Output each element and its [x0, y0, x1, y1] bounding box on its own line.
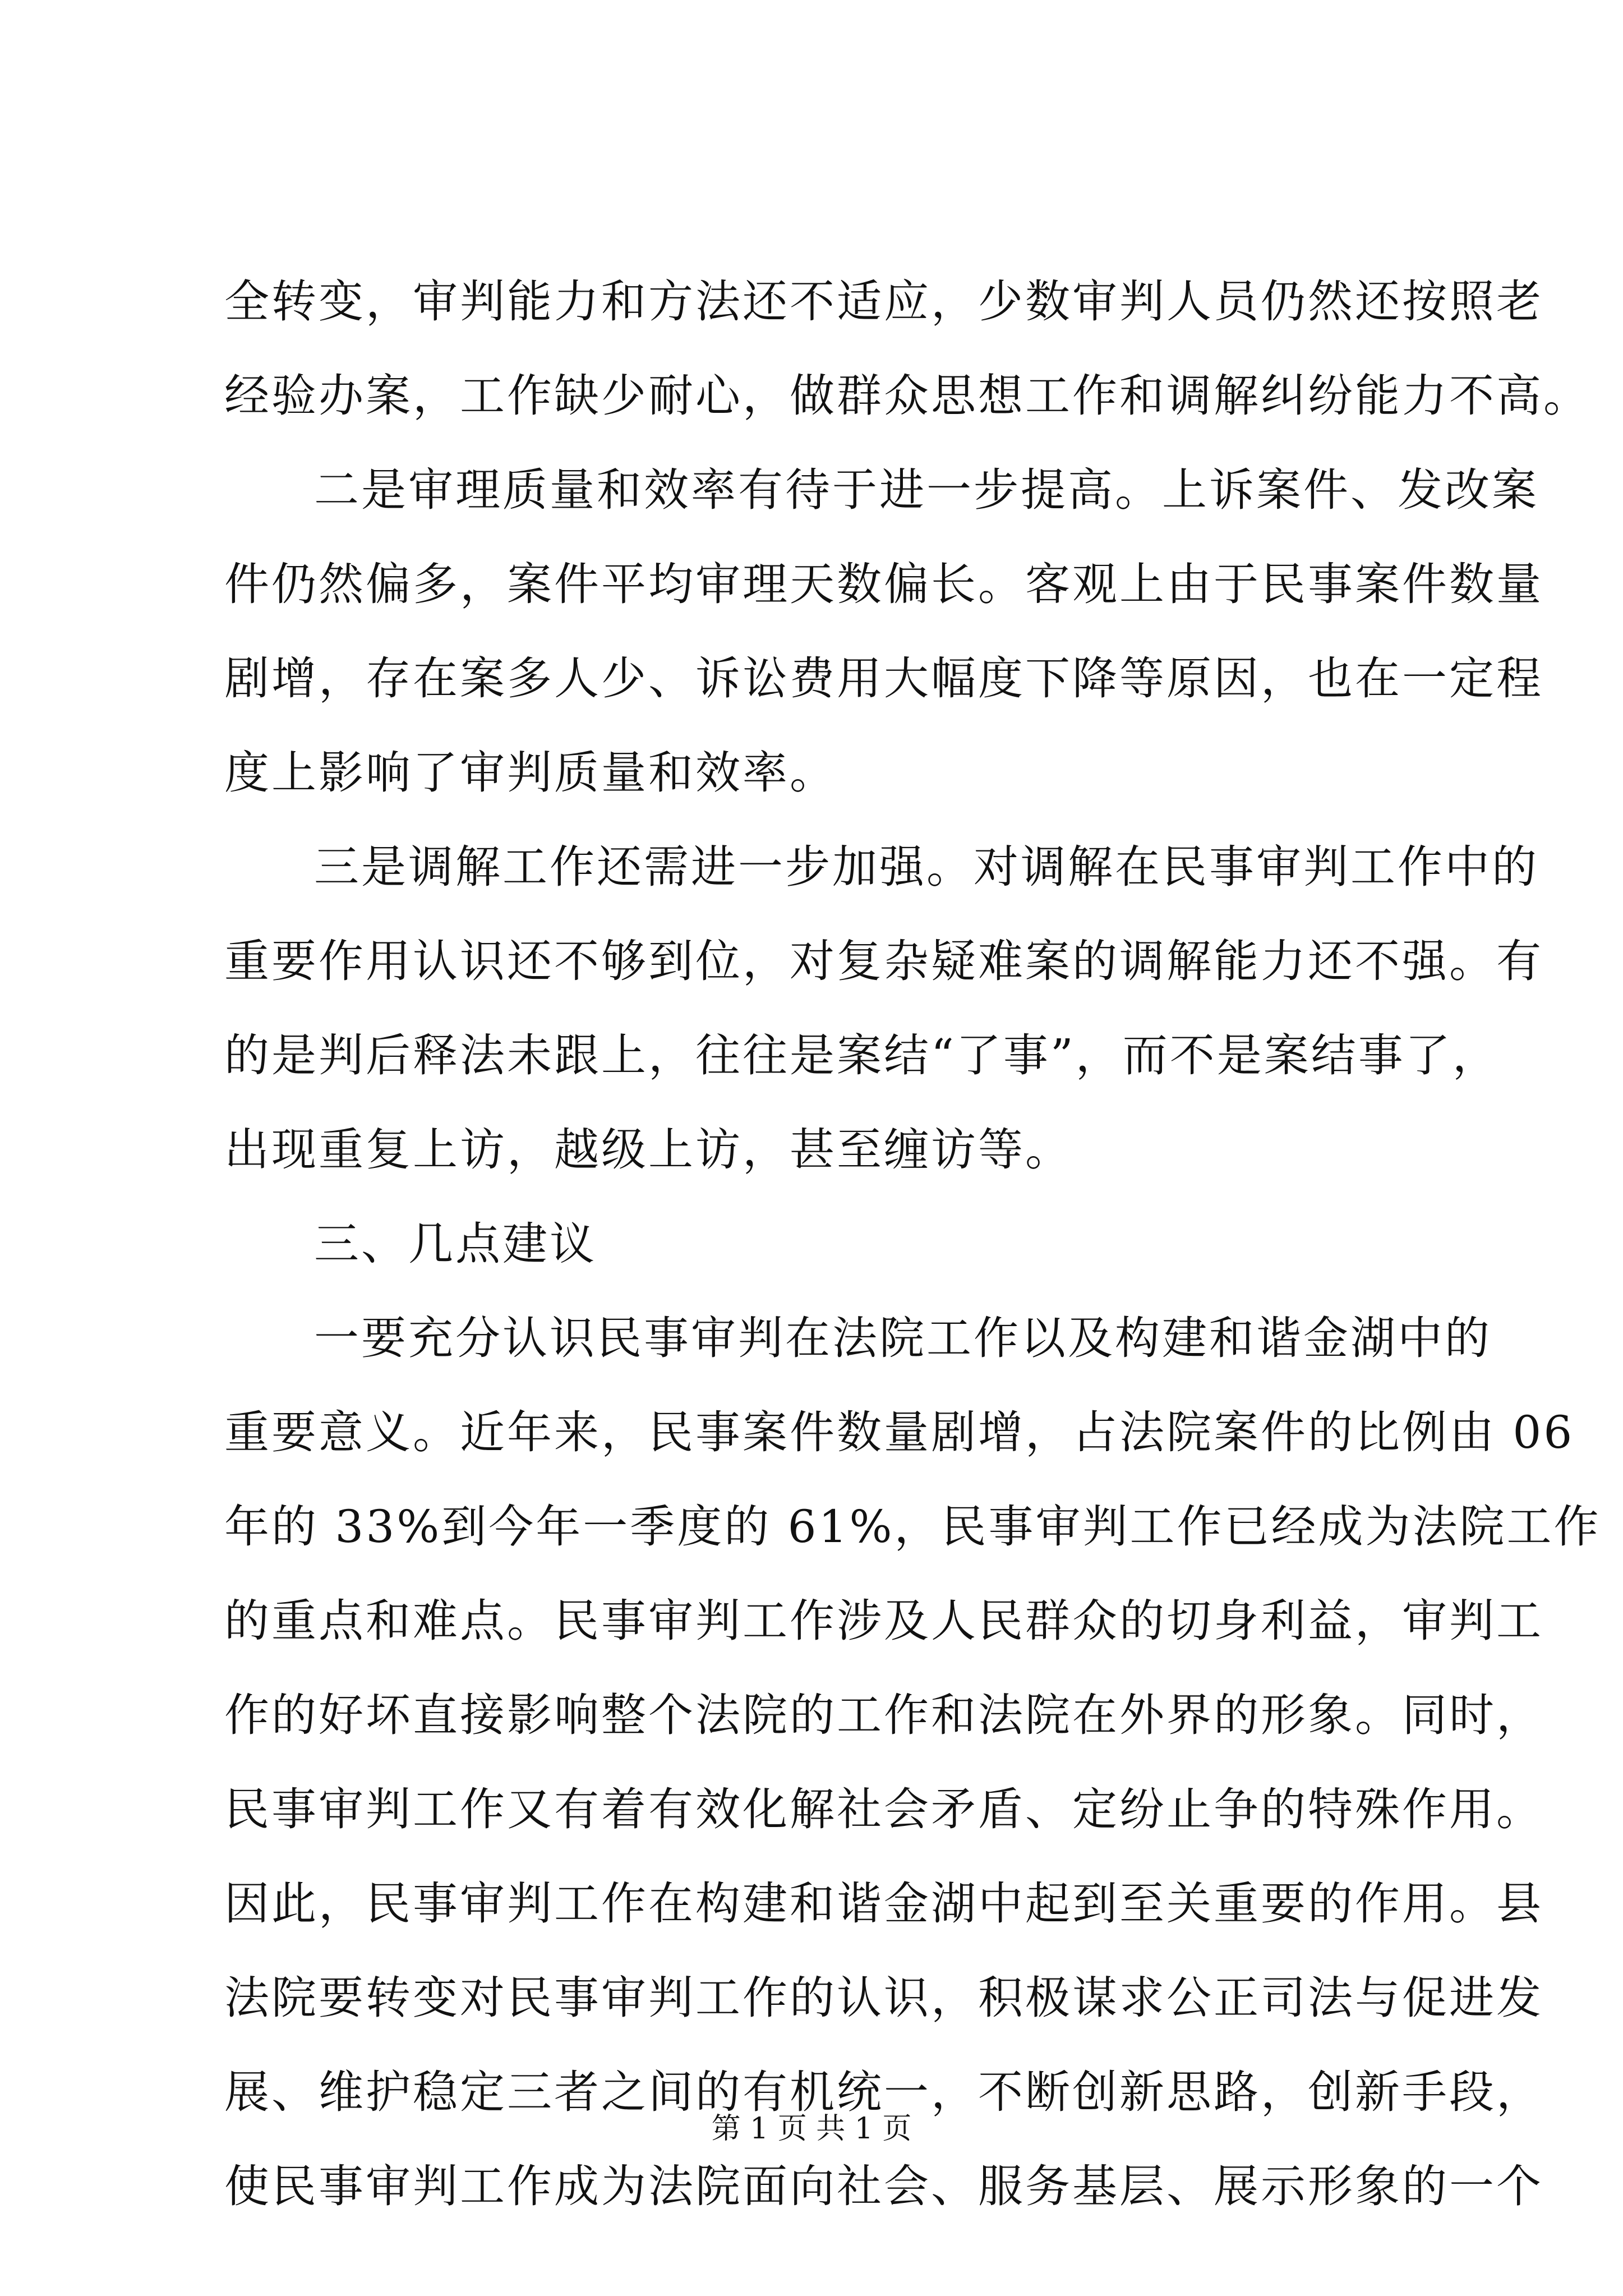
text-line: 件仍然偏多，案件平均审理天数偏长。客观上由于民事案件数量 [224, 558, 1543, 610]
text-line: 因此，民事审判工作在构建和谐金湖中起到至关重要的作用。县 [224, 1878, 1543, 1930]
text-line: 年的 33%到今年一季度的 61%，民事审判工作已经成为法院工作 [224, 1501, 1601, 1553]
paragraph-start-line: 一要充分认识民事审判在法院工作以及构建和谐金湖中的 [314, 1312, 1492, 1364]
text-line: 的是判后释法未跟上，往往是案结“了事”，而不是案结事了， [224, 1029, 1500, 1082]
text-line: 度上影响了审判质量和效率。 [224, 747, 837, 799]
text-line: 出现重复上访，越级上访，甚至缠访等。 [224, 1124, 1072, 1176]
text-line: 重要作用认识还不够到位，对复杂疑难案的调解能力还不强。有 [224, 935, 1543, 987]
section-heading: 三、几点建议 [314, 1218, 597, 1270]
page-number-footer: 第 1 页 共 1 页 [711, 2112, 912, 2146]
text-line: 剧增，存在案多人少、诉讼费用大幅度下降等原因，也在一定程 [224, 652, 1543, 705]
paragraph-start-line: 三是调解工作还需进一步加强。对调解在民事审判工作中的 [314, 841, 1539, 893]
text-line: 经验办案，工作缺少耐心，做群众思想工作和调解纠纷能力不高。 [224, 370, 1590, 422]
text-line: 使民事审判工作成为法院面向社会、服务基层、展示形象的一个 [224, 2160, 1543, 2212]
paragraph-start-line: 二是审理质量和效率有待于进一步提高。上诉案件、发改案 [314, 464, 1539, 516]
text-line: 民事审判工作又有着有效化解社会矛盾、定纷止争的特殊作用。 [224, 1783, 1543, 1835]
text-line: 法院要转变对民事审判工作的认识，积极谋求公正司法与促进发 [224, 1972, 1543, 2024]
text-line: 展、维护稳定三者之间的有机统一，不断创新思路，创新手段， [224, 2066, 1543, 2118]
document-body [224, 255, 1601, 2234]
text-line: 作的好坏直接影响整个法院的工作和法院在外界的形象。同时， [224, 1689, 1543, 1741]
text-line: 全转变，审判能力和方法还不适应，少数审判人员仍然还按照老 [224, 275, 1543, 328]
text-line: 的重点和难点。民事审判工作涉及人民群众的切身利益，审判工 [224, 1595, 1543, 1647]
text-line: 重要意义。近年来，民事案件数量剧增，占法院案件的比例由 06 [224, 1406, 1575, 1458]
